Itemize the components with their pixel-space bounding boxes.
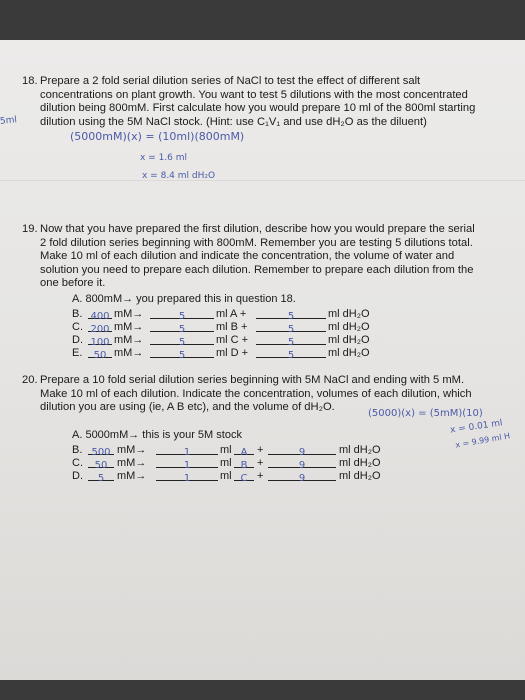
handwritten-value: A [240, 447, 248, 458]
water-unit: ml dH₂O [328, 321, 370, 333]
plus-sign: + [257, 457, 264, 469]
question-text [40, 223, 475, 291]
question-line: Prepare a 10 fold serial dilution series beginning with 5M NaCl and ending with 5 mM. [40, 374, 465, 386]
row-a-text: A. 800mM→ you prepared this in question 18. [72, 293, 296, 305]
concentration-blank [88, 306, 112, 322]
handwritten-value: 5 [287, 350, 295, 361]
handwritten-value: 1 [183, 447, 191, 458]
row-a-text: A. 5000mM→ this is your 5M stock [72, 429, 242, 441]
source-label: ml D + [216, 347, 249, 359]
question-line: 2 fold dilution series beginning with 800mM. Remember you are testing 5 dilutions total. [40, 236, 473, 249]
concentration-blank [88, 442, 114, 458]
handwritten-value: 200 [90, 324, 110, 335]
question-line: dilution being 800mM. First calculate how you would prepare 10 ml of the 800ml starting [40, 102, 476, 115]
handwritten-value: 9 [298, 447, 306, 458]
row-letter: C. [72, 321, 83, 333]
concentration-blank [88, 468, 114, 484]
handwritten-answer: x = 0.01 ml [449, 418, 504, 436]
volume-blank [150, 319, 214, 335]
worksheet-page [0, 40, 525, 680]
row-letter: D. [72, 470, 83, 482]
water-blank [256, 332, 326, 348]
volume-blank [156, 468, 218, 484]
handwritten-equation: (5000)(x) = (5mM)(10) [368, 408, 483, 419]
water-unit: ml dH₂O [328, 334, 370, 346]
handwritten-value: 100 [90, 337, 110, 348]
handwritten-answer: x = 8.4 ml dH₂O [142, 171, 216, 181]
water-blank [256, 306, 326, 322]
question-line: Make 10 ml of each dilution and indicate the concentration, the volume of water and [40, 250, 455, 263]
concentration-blank [88, 455, 114, 471]
row-letter: B. [72, 308, 83, 320]
question-number: 20. [22, 374, 38, 386]
source-label: ml A + [216, 308, 247, 320]
question-line: one before it. [40, 277, 106, 290]
water-unit: ml dH₂O [339, 444, 381, 456]
source-blank [234, 442, 254, 458]
handwritten-answer: x = 9.99 ml H [454, 431, 511, 450]
question-line: Make 10 ml of each dilution. Indicate the concentration, volumes of each dilution, which [40, 387, 472, 400]
water-unit: ml dH₂O [328, 347, 370, 359]
handwritten-value: 9 [298, 460, 306, 471]
handwritten-value: 5 [97, 473, 105, 484]
handwritten-value: 5 [178, 337, 186, 348]
mm-arrow: mM→ [114, 347, 144, 359]
handwritten-value: C [240, 473, 248, 484]
row-letter: D. [72, 334, 83, 346]
ml-label: ml [220, 470, 232, 482]
answer-row-a [72, 293, 296, 305]
concentration-blank [88, 345, 112, 361]
source-label: ml C + [216, 334, 249, 346]
water-unit: ml dH₂O [339, 457, 381, 469]
mm-arrow: mM→ [114, 321, 144, 333]
row-letter: E. [72, 347, 83, 359]
source-label: ml B + [216, 321, 248, 333]
handwritten-value: 50 [93, 350, 107, 361]
ml-label: ml [220, 444, 232, 456]
volume-blank [150, 345, 214, 361]
question-line: Now that you have prepared the first dilution, describe how you would prepare the serial [40, 223, 475, 235]
volume-blank [150, 306, 214, 322]
handwritten-value: 5 [287, 311, 295, 322]
handwritten-value: 5 [178, 324, 186, 335]
mm-arrow: mM→ [117, 470, 147, 482]
volume-blank [150, 332, 214, 348]
handwritten-value: 1 [183, 460, 191, 471]
handwritten-value: 500 [91, 447, 111, 458]
mm-arrow: mM→ [114, 308, 144, 320]
handwritten-value: 400 [90, 311, 110, 322]
water-blank [268, 442, 336, 458]
handwritten-value: 5 [178, 350, 186, 361]
question-number: 19. [22, 223, 38, 235]
mm-arrow: mM→ [117, 457, 147, 469]
handwritten-value: 1 [183, 473, 191, 484]
water-blank [256, 345, 326, 361]
mm-arrow: mM→ [117, 444, 147, 456]
mm-arrow: mM→ [114, 334, 144, 346]
handwritten-value: 5 [287, 337, 295, 348]
volume-blank [156, 455, 218, 471]
water-blank [268, 468, 336, 484]
handwritten-value: 9 [298, 473, 306, 484]
source-blank [234, 455, 254, 471]
handwritten-equation: (5000mM)(x) = (10ml)(800mM) [70, 130, 245, 143]
concentration-blank [88, 332, 112, 348]
source-blank [234, 468, 254, 484]
question-line: Prepare a 2 fold serial dilution series of NaCl to test the effect of different salt [40, 75, 421, 87]
water-unit: ml dH₂O [339, 470, 381, 482]
plus-sign: + [257, 470, 264, 482]
handwritten-value: 5 [178, 311, 186, 322]
volume-blank [156, 442, 218, 458]
page-fold-line [0, 180, 525, 181]
handwritten-margin-note: 5ml [0, 115, 18, 127]
question-text [40, 75, 475, 129]
water-blank [268, 455, 336, 471]
question-line: solution you need to prepare each dilution. Remember to prepare each dilution from the [40, 263, 474, 276]
water-blank [256, 319, 326, 335]
question-line: concentrations on plant growth. You want to test 5 dilutions with the most concentrated [40, 88, 468, 101]
concentration-blank [88, 319, 112, 335]
ml-label: ml [220, 457, 232, 469]
row-letter: B. [72, 444, 83, 456]
question-line: dilution using the 5M NaCl stock. (Hint: use C₁V₁ and use dH₂O as the diluent) [40, 115, 427, 128]
handwritten-value: B [240, 460, 248, 471]
plus-sign: + [257, 444, 264, 456]
row-letter: C. [72, 457, 83, 469]
handwritten-value: 50 [94, 460, 108, 471]
q20-answer-row-a [72, 429, 242, 441]
water-unit: ml dH₂O [328, 308, 370, 320]
question-number: 18. [22, 75, 38, 87]
question-line: dilution you are using (ie, A B etc), and the volume of dH₂O. [40, 401, 335, 414]
handwritten-value: 5 [287, 324, 295, 335]
handwritten-answer: x = 1.6 ml [140, 153, 188, 163]
